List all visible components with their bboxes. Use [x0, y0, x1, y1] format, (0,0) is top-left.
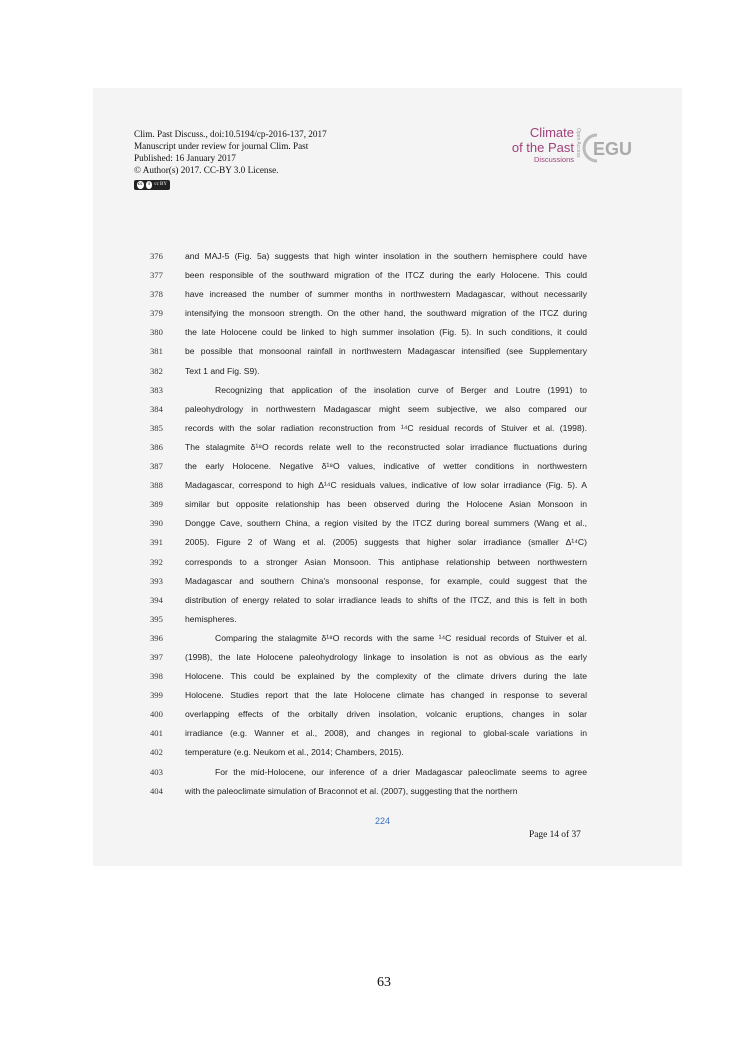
cc-badge-label: cc BY	[154, 182, 167, 187]
review-status-line: Manuscript under review for journal Clim. Past	[134, 141, 309, 151]
line-text: The stalagmite δ¹⁸O records relate well to the reconstructed solar irradiance fluctuations during	[185, 441, 587, 452]
line-number: 387	[150, 461, 163, 472]
line-number: 385	[150, 422, 163, 433]
text-line	[150, 442, 590, 461]
text-line	[150, 786, 590, 805]
text-line	[150, 595, 590, 614]
by-person-icon: i	[146, 181, 153, 189]
line-text: (1998), the late Holocene paleohydrology linkage to insolation is not as obvious as the early	[185, 651, 587, 662]
line-text: corresponds to a stronger Asian Monsoon. This antiphase relationship between northwestern	[185, 556, 587, 567]
text-line	[150, 671, 590, 690]
line-text: distribution of energy related to solar irradiance leads to shifts of the ITCZ, and this is felt in both	[185, 594, 587, 605]
text-line	[150, 767, 590, 786]
text-line	[150, 576, 590, 595]
line-text: irradiance (e.g. Wanner et al., 2008), and changes in regional to global-scale variations in	[185, 728, 587, 739]
citation-line: Clim. Past Discuss., doi:10.5194/cp-2016-137, 2017	[134, 129, 327, 139]
license-line: © Author(s) 2017. CC-BY 3.0 License.	[134, 165, 279, 175]
line-number: 397	[150, 651, 163, 662]
line-text: hemispheres.	[185, 613, 237, 624]
line-number: 376	[150, 251, 163, 261]
text-line	[150, 251, 590, 270]
text-line	[150, 385, 590, 404]
line-number: 386	[150, 441, 163, 452]
text-line	[150, 614, 590, 633]
text-line	[150, 537, 590, 556]
text-line	[150, 709, 590, 728]
line-number: 401	[150, 728, 163, 739]
cc-icon: cc	[138, 182, 143, 187]
text-line	[150, 690, 590, 709]
line-text: paleohydrology in northwestern Madagascar might seem subjective, we also compared our	[185, 403, 587, 414]
footer-page-number: 63	[377, 975, 391, 990]
open-access-label: Open Access	[575, 128, 581, 158]
cc-by-badge	[134, 180, 170, 190]
line-text: Madagascar, correspond to high Δ¹⁴C residuals values, indicative of low solar irradiance (Fig. 5). A	[185, 480, 587, 491]
body-text	[150, 251, 590, 805]
line-number: 380	[150, 327, 163, 338]
line-number: 395	[150, 613, 163, 624]
line-number: 404	[150, 785, 163, 796]
line-number: 377	[150, 270, 163, 281]
text-line	[150, 327, 590, 346]
manuscript-page-marker: 224	[375, 816, 391, 826]
text-line	[150, 518, 590, 537]
line-text: intensifying the monsoon strength. On the other hand, the southward migration of the ITCZ during	[185, 308, 587, 319]
line-number: 391	[150, 537, 163, 548]
line-text: similar but opposite relationship has been observed during the Holocene Asian Monsoon in	[185, 499, 587, 510]
line-text: 2005). Figure 2 of Wang et al. (2005) suggests that higher solar irradiance (smaller Δ¹⁴C)	[185, 537, 587, 548]
line-text: be possible that monsoonal rainfall in northwestern Madagascar intensified (see Supplementary	[185, 346, 587, 357]
line-text: have increased the number of summer months in northwestern Madagascar, without necessarily	[185, 289, 587, 300]
text-line	[150, 499, 590, 518]
line-text: the early Holocene. Negative δ¹⁸O values, indicative of wetter conditions in northwestern	[185, 461, 587, 472]
line-number: 400	[150, 709, 163, 720]
line-number: 393	[150, 575, 163, 586]
text-line	[150, 557, 590, 576]
journal-name-line2: of the Past	[511, 140, 574, 155]
line-text: Text 1 and Fig. S9).	[185, 365, 260, 376]
text-line	[150, 270, 590, 289]
line-text: For the mid-Holocene, our inference of a drier Madagascar paleoclimate seems to agree	[215, 766, 587, 777]
line-number: 394	[150, 594, 163, 605]
line-text: overlapping effects of the orbitally driven insolation, volcanic eruptions, changes in solar	[185, 709, 587, 720]
journal-logo	[500, 125, 574, 165]
line-number: 399	[150, 690, 163, 701]
text-line	[150, 423, 590, 442]
line-text: Holocene. This could be explained by the complexity of the climate drivers during the late	[185, 671, 587, 682]
journal-discussions-label: Discussions	[533, 155, 574, 164]
text-line	[150, 480, 590, 499]
text-line	[150, 366, 590, 385]
text-line	[150, 289, 590, 308]
text-line	[150, 308, 590, 327]
text-line	[150, 461, 590, 480]
line-number: 382	[150, 365, 163, 376]
line-text: records with the solar radiation reconstruction from ¹⁴C residual records of Stuiver et al. (1998).	[185, 422, 587, 433]
published-line: Published: 16 January 2017	[134, 153, 236, 163]
line-text: with the paleoclimate simulation of Braconnot et al. (2007), suggesting that the northern	[185, 785, 518, 796]
text-line	[150, 652, 590, 671]
line-text: temperature (e.g. Neukom et al., 2014; Chambers, 2015).	[185, 747, 404, 758]
line-number: 384	[150, 403, 163, 414]
text-line	[150, 728, 590, 747]
egu-wordmark: EGU	[593, 139, 633, 159]
line-number: 378	[150, 289, 163, 300]
line-number: 402	[150, 747, 163, 758]
line-number: 390	[150, 518, 163, 529]
line-text: been responsible of the southward migration of the ITCZ during the early Holocene. This could	[185, 270, 587, 281]
text-line	[150, 633, 590, 652]
line-number: 379	[150, 308, 163, 319]
line-number: 398	[150, 671, 163, 682]
line-number: 388	[150, 480, 163, 491]
line-number: 403	[150, 766, 163, 777]
line-number: 396	[150, 632, 163, 643]
line-text: Holocene. Studies report that the late Holocene climate has changed in response to several	[185, 690, 587, 701]
line-number: 389	[150, 499, 163, 510]
line-number: 381	[150, 346, 163, 357]
egu-logo	[582, 131, 638, 165]
text-line	[150, 346, 590, 365]
line-text: Madagascar and southern China's monsoonal response, for example, could suggest that the	[185, 575, 587, 586]
text-line	[150, 747, 590, 766]
line-text: Recognizing that application of the insolation curve of Berger and Loutre (1991) to	[215, 384, 587, 395]
line-number: 383	[150, 384, 163, 395]
manuscript-header	[134, 128, 327, 190]
journal-name-line1: Climate	[529, 125, 574, 140]
text-line	[150, 404, 590, 423]
line-text: Dongge Cave, southern China, a region visited by the ITCZ during boreal summers (Wang et al.,	[185, 518, 587, 529]
line-text: the late Holocene could be linked to high summer insolation (Fig. 5). In such conditions, it could	[185, 327, 587, 338]
line-number: 392	[150, 556, 163, 567]
page-of-label: Page 14 of 37	[529, 830, 581, 840]
line-text: and MAJ-5 (Fig. 5a) suggests that high winter insolation in the southern hemisphere could have	[185, 251, 587, 261]
line-text: Comparing the stalagmite δ¹⁸O records with the same ¹⁴C residual records of Stuiver et al.	[215, 632, 587, 643]
